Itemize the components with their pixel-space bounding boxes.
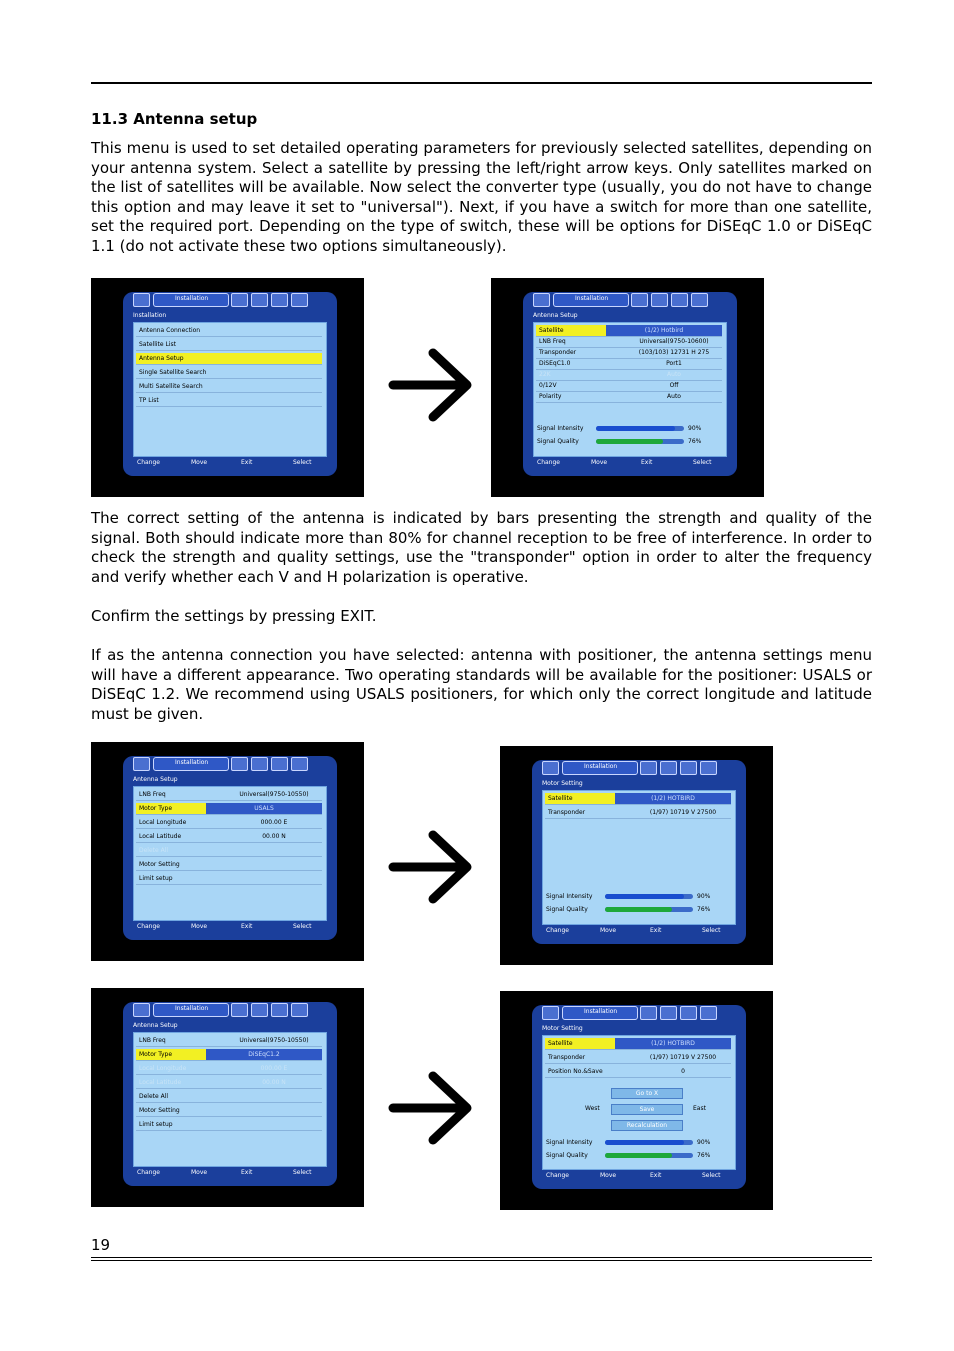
menu-item-antenna-setup[interactable]: Antenna Setup	[136, 353, 322, 365]
recalculation-button[interactable]: Recalculation	[611, 1120, 683, 1131]
intro-paragraph: This menu is used to set detailed operating parameters for previously selected satellites, depending on your antenna system. Select a satellite by pressing the left/right arrow keys. Only satellites marked on the list of satellites will be available. Now select the converter type (usually, you do not have to change this option and may leave it set to "universal"). Next, if you have a switch for more than one satellite, set the required port. Depending on the type of switch, these will be options for DiSEqC 1.0 or DiSEqC 1.1 (do not activate these two options simultaneously).	[91, 139, 872, 255]
screenshot-motor-setting-usals	[500, 746, 773, 965]
tab-icon	[271, 1003, 288, 1017]
signal-paragraph: The correct setting of the antenna is indicated by bars presenting the strength and quality of the signal. Both should indicate more than 80% for channel reception to be free of interference. In order to check the strength and quality settings, use the "transponder" option in order to alter the frequency and verify whether each V and H polarization is operative.	[91, 509, 872, 586]
signal-quality-value: 76%	[697, 1152, 711, 1159]
setting-row-motor-setting[interactable]: Motor Setting	[136, 1105, 322, 1117]
footer-select: Select	[293, 459, 312, 466]
tab-icon	[680, 761, 697, 775]
setting-row-local-longitude: Local Longitude 000.00 E	[136, 1063, 322, 1075]
footer-move: Move	[191, 923, 208, 930]
menu-item-single-satellite-search[interactable]: Single Satellite Search	[136, 367, 322, 379]
key-help-footer	[532, 924, 746, 938]
tv-frame	[123, 292, 337, 476]
setting-row-22k: 22K Auto	[536, 369, 722, 381]
panel-title: Motor Setting	[542, 1025, 583, 1032]
setting-row-transponder[interactable]: Transponder (1/97) 10719 V 27500	[545, 1052, 731, 1064]
settings-panel	[133, 1032, 327, 1167]
setting-row-local-latitude[interactable]: Local Latitude 00.00 N	[136, 831, 322, 843]
setting-row-delete-all[interactable]: Delete All	[136, 1091, 322, 1103]
footer-select: Select	[702, 927, 721, 934]
goto-button[interactable]: Go to X	[611, 1088, 683, 1099]
confirm-paragraph: Confirm the settings by pressing EXIT.	[91, 607, 377, 625]
tab-icon	[533, 293, 550, 307]
setting-row-012v[interactable]: 0/12V Off	[536, 380, 722, 392]
tab-icon	[700, 761, 717, 775]
signal-quality-bar	[605, 907, 693, 912]
tab-icon	[291, 757, 308, 771]
footer-move: Move	[591, 459, 608, 466]
setting-row-lnb-freq[interactable]: LNB Freq Universal(9750-10550)	[136, 789, 322, 801]
footer-select: Select	[293, 1169, 312, 1176]
setting-row-motor-type[interactable]: Motor Type USALS	[136, 803, 322, 815]
setting-row-satellite[interactable]: Satellite (1/2) HOTBIRD	[545, 793, 731, 805]
footer-change: Change	[137, 1169, 160, 1176]
footer-move: Move	[191, 459, 208, 466]
tab-icon	[691, 293, 708, 307]
signal-quality-bar	[596, 439, 684, 444]
setting-row-transponder[interactable]: Transponder (103/103) 12731 H 275	[536, 347, 722, 359]
footer-rule	[91, 1260, 872, 1261]
tab-icon	[651, 293, 668, 307]
arrow-right-icon	[385, 345, 475, 425]
setting-row-motor-type[interactable]: Motor Type DiSEqC1.2	[136, 1049, 322, 1061]
key-help-footer	[123, 456, 337, 470]
key-help-footer	[123, 1166, 337, 1180]
footer-change: Change	[137, 923, 160, 930]
tv-frame	[123, 1002, 337, 1186]
setting-row-polarity[interactable]: Polarity Auto	[536, 391, 722, 403]
tab-icon	[542, 1006, 559, 1020]
footer-exit: Exit	[650, 927, 662, 934]
setting-row-lnb-freq[interactable]: LNB Freq Universal(9750-10550)	[136, 1035, 322, 1047]
tab-icon	[291, 293, 308, 307]
footer-exit: Exit	[641, 459, 653, 466]
menu-item-satellite-list[interactable]: Satellite List	[136, 339, 322, 351]
tab-icon	[680, 1006, 697, 1020]
section-heading: 11.3 Antenna setup	[91, 110, 258, 128]
footer-exit: Exit	[241, 459, 253, 466]
tv-frame	[123, 756, 337, 940]
footer-change: Change	[137, 459, 160, 466]
key-help-footer	[123, 920, 337, 934]
setting-row-limit-setup[interactable]: Limit setup	[136, 873, 322, 885]
tab-icon	[700, 1006, 717, 1020]
tab-installation[interactable]: Installation	[562, 761, 638, 775]
settings-panel	[542, 1035, 736, 1170]
screenshot-antenna-setup-usals	[91, 742, 364, 961]
tab-icon	[291, 1003, 308, 1017]
menu-item-antenna-connection[interactable]: Antenna Connection	[136, 325, 322, 337]
menu-item-tp-list[interactable]: TP List	[136, 395, 322, 407]
page-number: 19	[91, 1236, 111, 1254]
setting-row-satellite[interactable]: Satellite (1/2) Hotbird	[536, 325, 722, 337]
tab-icon	[640, 761, 657, 775]
setting-row-transponder[interactable]: Transponder (1/97) 10719 V 27500	[545, 807, 731, 819]
tv-frame	[532, 1005, 746, 1189]
save-button[interactable]: Save	[611, 1104, 683, 1115]
tab-icon	[542, 761, 559, 775]
tab-icon	[133, 293, 150, 307]
tab-icon	[640, 1006, 657, 1020]
signal-quality-label: Signal Quality	[537, 438, 579, 445]
footer-move: Move	[600, 927, 617, 934]
tab-icon	[271, 757, 288, 771]
menu-item-multi-satellite-search[interactable]: Multi Satellite Search	[136, 381, 322, 393]
screenshot-motor-setting-diseqc12	[500, 991, 773, 1210]
panel-title: Antenna Setup	[533, 312, 578, 319]
signal-intensity-label: Signal Intensity	[546, 1139, 593, 1146]
menu-panel	[133, 322, 327, 457]
signal-quality-value: 76%	[688, 438, 702, 445]
settings-panel	[533, 322, 727, 457]
tab-icon	[660, 761, 677, 775]
positioner-paragraph: If as the antenna connection you have selected: antenna with positioner, the antenna settings menu will have a different appearance. Two operating standards will be available for the positioner: USALS or DiSEqC 1.2. We recommend using USALS positioners, for which only the correct longitude and latitude must be given.	[91, 646, 872, 723]
signal-intensity-value: 90%	[688, 425, 702, 432]
setting-row-motor-setting[interactable]: Motor Setting	[136, 859, 322, 871]
signal-quality-bar	[605, 1153, 693, 1158]
settings-panel	[542, 790, 736, 925]
signal-intensity-bar	[605, 894, 693, 899]
setting-row-limit-setup[interactable]: Limit setup	[136, 1119, 322, 1131]
signal-quality-label: Signal Quality	[546, 906, 588, 913]
tab-icon	[231, 757, 248, 771]
panel-title: Installation	[133, 312, 167, 319]
panel-title: Antenna Setup	[133, 1022, 178, 1029]
signal-quality-label: Signal Quality	[546, 1152, 588, 1159]
tab-installation[interactable]: Installation	[153, 1003, 229, 1017]
tab-icon	[231, 293, 248, 307]
menu-tabs	[133, 293, 333, 307]
footer-select: Select	[693, 459, 712, 466]
signal-intensity-value: 90%	[697, 893, 711, 900]
tab-icon	[251, 1003, 268, 1017]
tab-installation[interactable]: Installation	[553, 293, 629, 307]
arrow-right-icon	[385, 1068, 475, 1148]
settings-panel	[133, 786, 327, 921]
setting-row-delete-all: Delete All	[136, 845, 322, 857]
tab-icon	[660, 1006, 677, 1020]
tab-icon	[133, 757, 150, 771]
tv-frame	[523, 292, 737, 476]
footer-move: Move	[191, 1169, 208, 1176]
screenshot-antenna-setup	[491, 278, 764, 497]
tab-icon	[251, 293, 268, 307]
footer-move: Move	[600, 1172, 617, 1179]
screenshot-antenna-setup-diseqc12	[91, 988, 364, 1207]
key-help-footer	[532, 1169, 746, 1183]
panel-title: Motor Setting	[542, 780, 583, 787]
tab-icon	[251, 757, 268, 771]
tab-icon	[133, 1003, 150, 1017]
signal-intensity-label: Signal Intensity	[537, 425, 584, 432]
footer-exit: Exit	[650, 1172, 662, 1179]
key-help-footer	[523, 456, 737, 470]
menu-tabs	[533, 293, 733, 307]
setting-row-satellite[interactable]: Satellite (1/2) HOTBIRD	[545, 1038, 731, 1050]
header-rule	[91, 82, 872, 84]
panel-title: Antenna Setup	[133, 776, 178, 783]
footer-change: Change	[537, 459, 560, 466]
footer-change: Change	[546, 927, 569, 934]
signal-intensity-value: 90%	[697, 1139, 711, 1146]
footer-rule	[91, 1257, 872, 1258]
west-label: West	[585, 1105, 600, 1112]
menu-tabs	[133, 757, 333, 771]
signal-quality-value: 76%	[697, 906, 711, 913]
tab-installation[interactable]: Installation	[562, 1006, 638, 1020]
menu-tabs	[542, 1006, 742, 1020]
setting-row-lnb-freq[interactable]: LNB Freq Universal(9750-10600)	[536, 336, 722, 348]
footer-exit: Exit	[241, 923, 253, 930]
tv-frame	[532, 760, 746, 944]
setting-row-local-longitude[interactable]: Local Longitude 000.00 E	[136, 817, 322, 829]
footer-exit: Exit	[241, 1169, 253, 1176]
tab-installation[interactable]: Installation	[153, 757, 229, 771]
tab-installation[interactable]: Installation	[153, 293, 229, 307]
menu-tabs	[133, 1003, 333, 1017]
setting-row-diseqc[interactable]: DiSEqC1.0 Port1	[536, 358, 722, 370]
tab-icon	[671, 293, 688, 307]
tab-icon	[631, 293, 648, 307]
tab-icon	[231, 1003, 248, 1017]
signal-intensity-label: Signal Intensity	[546, 893, 593, 900]
footer-select: Select	[702, 1172, 721, 1179]
footer-change: Change	[546, 1172, 569, 1179]
footer-select: Select	[293, 923, 312, 930]
setting-row-position-save[interactable]: Position No.&Save 0	[545, 1066, 731, 1078]
signal-intensity-bar	[596, 426, 684, 431]
tab-icon	[271, 293, 288, 307]
setting-row-local-latitude: Local Latitude 00.00 N	[136, 1077, 322, 1089]
screenshot-installation-menu	[91, 278, 364, 497]
signal-intensity-bar	[605, 1140, 693, 1145]
arrow-right-icon	[385, 827, 475, 907]
east-label: East	[693, 1105, 706, 1112]
menu-tabs	[542, 761, 742, 775]
